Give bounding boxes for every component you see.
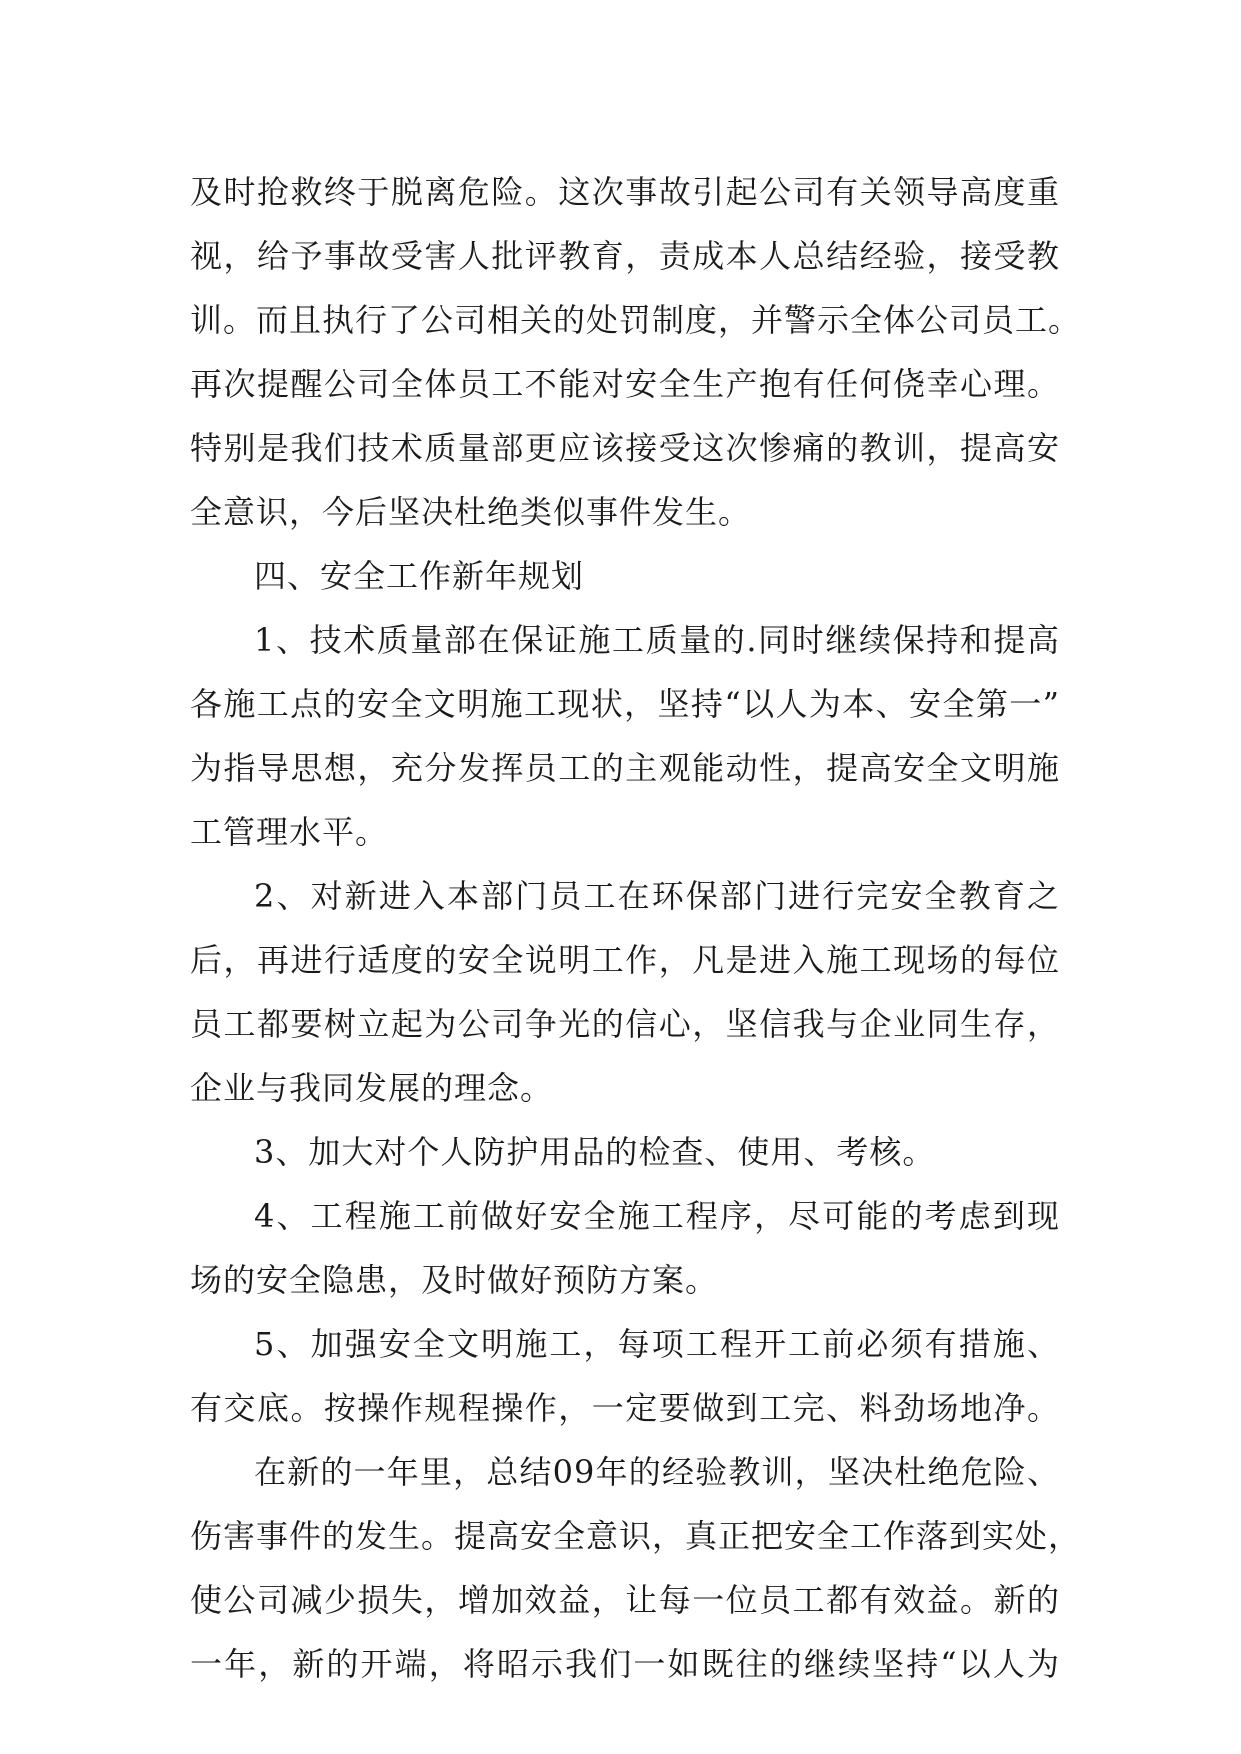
text-line: 特别是我们技术质量部更应该接受这次惨痛的教训，提高安: [190, 429, 1060, 467]
text-line: 3、加大对个人防护用品的检查、使用、考核。: [254, 1133, 936, 1171]
text-line: 4、工程施工前做好安全施工程序，尽可能的考虑到现: [254, 1197, 1060, 1235]
text-line: 在新的一年里，总结09年的经验教训，坚决杜绝危险、: [254, 1453, 1060, 1491]
text-line: 为指导思想，充分发挥员工的主观能动性，提高安全文明施: [190, 749, 1060, 787]
text-line: 训。而且执行了公司相关的处罚制度，并警示全体公司员工。: [190, 301, 1082, 339]
document-body: [190, 160, 1082, 1696]
text-line: 一年，新的开端，将昭示我们一如既往的继续坚持“以人为: [190, 1645, 1060, 1683]
text-line: 及时抢救终于脱离危险。这次事故引起公司有关领导高度重: [190, 173, 1060, 211]
text-line: 1、技术质量部在保证施工质量的.同时继续保持和提高: [254, 621, 1060, 659]
text-line: 使公司减少损失，增加效益，让每一位员工都有效益。新的: [190, 1581, 1060, 1619]
text-line: 全意识，今后坚决杜绝类似事件发生。: [190, 493, 752, 531]
text-line: 2、对新进入本部门员工在环保部门进行完安全教育之: [254, 877, 1060, 915]
text-line: 企业与我同发展的理念。: [190, 1069, 554, 1107]
text-line: 视，给予事故受害人批评教育，责成本人总结经验，接受教: [190, 237, 1060, 275]
text-line: 场的安全隐患，及时做好预防方案。: [190, 1261, 719, 1299]
text-line: 5、加强安全文明施工，每项工程开工前必须有措施、: [254, 1325, 1060, 1363]
text-line: 再次提醒公司全体员工不能对安全生产抱有任何侥幸心理。: [190, 365, 1060, 403]
text-line: 员工都要树立起为公司争光的信心，坚信我与企业同生存，: [190, 1005, 1060, 1043]
text-line: 工管理水平。: [190, 813, 389, 851]
text-line: 伤害事件的发生。提高安全意识，真正把安全工作落到实处，: [190, 1517, 1082, 1555]
section-heading: 四、安全工作新年规划: [254, 557, 585, 595]
text-line: 后，再进行适度的安全说明工作，凡是进入施工现场的每位: [190, 941, 1060, 979]
text-line: 有交底。按操作规程操作，一定要做到工完、料劲场地净。: [190, 1389, 1060, 1427]
text-line: 各施工点的安全文明施工现状，坚持“以人为本、安全第一”: [190, 685, 1060, 723]
